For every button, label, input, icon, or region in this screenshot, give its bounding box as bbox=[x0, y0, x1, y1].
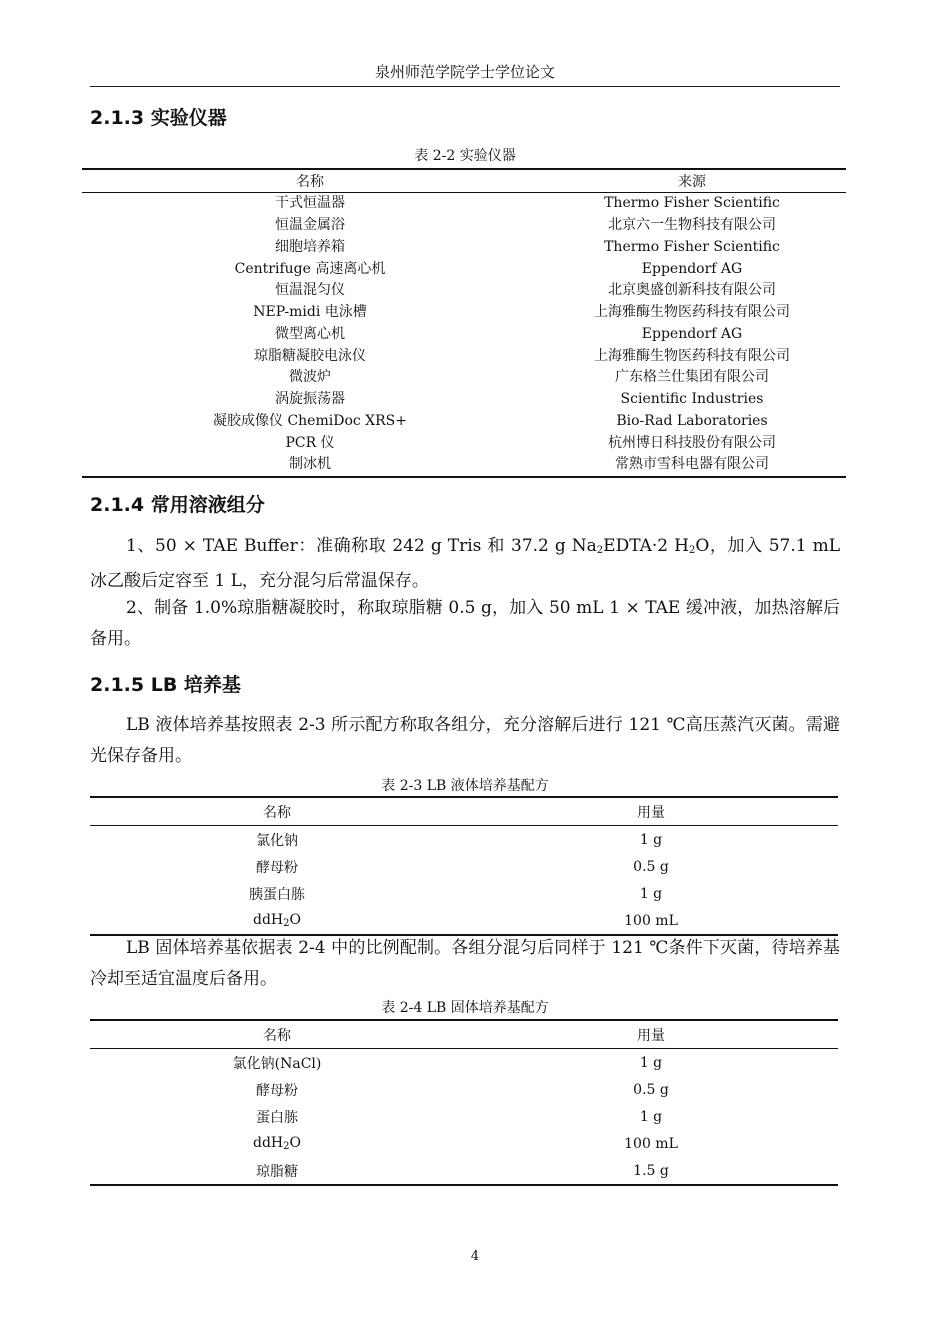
page-number: 4 bbox=[470, 1249, 480, 1264]
column-header-amount: 用量 bbox=[464, 797, 838, 826]
component-name: 琼脂糖 bbox=[256, 1163, 298, 1180]
instrument-name: 恒温金属浴 bbox=[275, 217, 345, 234]
text: O bbox=[289, 912, 301, 928]
table-header-row bbox=[90, 797, 838, 826]
instrument-name: 干式恒温器 bbox=[275, 195, 345, 212]
table-header-row bbox=[90, 1020, 838, 1049]
paragraph-text: O，加入 57.1 mL 冰乙酸后定容至 1 L，充分混匀后常温保存。 bbox=[90, 536, 840, 591]
table-header-row bbox=[82, 169, 846, 193]
subscript: 2 bbox=[283, 1141, 290, 1152]
instrument-name: Centrifuge 高速离心机 bbox=[234, 260, 386, 277]
instrument-source: Eppendorf AG bbox=[641, 325, 743, 342]
component-name: 氯化钠(NaCl) bbox=[232, 1055, 322, 1072]
subscript: 2 bbox=[688, 545, 696, 556]
subscript: 2 bbox=[596, 545, 604, 556]
table-row bbox=[82, 367, 846, 389]
text: ddH bbox=[253, 1135, 284, 1151]
component-amount: 1 g bbox=[639, 885, 663, 902]
instrument-source: 北京六一生物科技有限公司 bbox=[608, 217, 776, 234]
table-row bbox=[90, 853, 838, 880]
table-row bbox=[82, 280, 846, 302]
text: O bbox=[289, 1135, 301, 1151]
component-amount: 100 mL bbox=[624, 912, 678, 929]
instrument-source: Thermo Fisher Scientific bbox=[604, 238, 780, 255]
paragraph-text: 1、50 × TAE Buffer：准确称取 242 g Tris 和 37.2 g Na bbox=[126, 536, 597, 556]
instrument-source: 常熟市雪科电器有限公司 bbox=[615, 456, 769, 473]
instrument-source: 上海雅酶生物医药科技有限公司 bbox=[594, 347, 790, 364]
instrument-name: 制冰机 bbox=[289, 456, 331, 473]
table-row bbox=[82, 302, 846, 324]
paragraph-tae-buffer bbox=[90, 531, 840, 597]
heading-2-1-3: 2.1.3 实验仪器 bbox=[90, 107, 227, 129]
paragraph-agarose-gel: 2、制备 1.0%琼脂糖凝胶时，称取琼脂糖 0.5 g，加入 50 mL 1 × TAE 缓冲液，加热溶解后备用。 bbox=[90, 598, 840, 649]
subscript: 2 bbox=[283, 918, 290, 929]
table-row bbox=[90, 880, 838, 907]
instrument-name: 细胞培养箱 bbox=[275, 238, 345, 255]
instrument-source: 杭州博日科技股份有限公司 bbox=[608, 434, 776, 451]
instrument-name: NEP-midi 电泳槽 bbox=[253, 304, 367, 321]
instrument-source: 北京奥盛创新科技有限公司 bbox=[608, 282, 776, 299]
instrument-source: Scientific Industries bbox=[620, 391, 764, 408]
table-row bbox=[90, 1076, 838, 1103]
lb-solid-table bbox=[90, 1019, 838, 1186]
table-row bbox=[90, 1103, 838, 1130]
component-amount: 1 g bbox=[639, 1108, 663, 1125]
column-header-name: 名称 bbox=[82, 169, 538, 193]
table-row bbox=[82, 345, 846, 367]
table-row bbox=[90, 1049, 838, 1077]
instrument-name: 微型离心机 bbox=[275, 325, 345, 342]
running-header: 泉州师范学院学士学位论文 bbox=[90, 60, 840, 87]
component-amount: 0.5 g bbox=[633, 858, 669, 875]
table-row bbox=[90, 826, 838, 854]
component-amount: 0.5 g bbox=[633, 1081, 669, 1098]
table-row bbox=[90, 1130, 838, 1157]
instrument-source: Thermo Fisher Scientific bbox=[604, 195, 780, 212]
instrument-name: 涡旋振荡器 bbox=[275, 391, 345, 408]
table-row bbox=[82, 432, 846, 454]
table-row bbox=[82, 215, 846, 237]
table-row bbox=[82, 389, 846, 411]
table-row bbox=[82, 193, 846, 215]
column-header-name: 名称 bbox=[90, 797, 464, 826]
component-amount: 1.5 g bbox=[633, 1162, 669, 1179]
column-header-source: 来源 bbox=[538, 169, 846, 193]
column-header-amount: 用量 bbox=[464, 1020, 838, 1049]
paragraph-lb-liquid: LB 液体培养基按照表 2-3 所示配方称取各组分，充分溶解后进行 121 ℃高压蒸汽灭菌。需避光保存备用。 bbox=[90, 715, 840, 766]
component-name: 氯化钠 bbox=[256, 832, 298, 849]
table-2-2-caption: 表 2-2 实验仪器 bbox=[414, 148, 516, 164]
instrument-name: 微波炉 bbox=[289, 369, 331, 386]
table-2-3-caption: 表 2-3 LB 液体培养基配方 bbox=[381, 778, 549, 794]
component-name: 胰蛋白胨 bbox=[249, 886, 305, 903]
instrument-table bbox=[82, 168, 846, 478]
instrument-name: PCR 仪 bbox=[285, 434, 335, 451]
table-row bbox=[90, 1157, 838, 1185]
instrument-source: Eppendorf AG bbox=[641, 260, 743, 277]
column-header-name: 名称 bbox=[90, 1020, 464, 1049]
component-name bbox=[90, 907, 464, 935]
table-row bbox=[82, 237, 846, 259]
component-name: 酵母粉 bbox=[256, 859, 298, 876]
table-2-4-caption: 表 2-4 LB 固体培养基配方 bbox=[381, 1000, 549, 1016]
lb-liquid-table bbox=[90, 796, 838, 936]
table-row bbox=[82, 324, 846, 346]
component-name: 蛋白胨 bbox=[256, 1109, 298, 1126]
table-row bbox=[82, 258, 846, 280]
instrument-name: 恒温混匀仪 bbox=[275, 282, 345, 299]
component-name bbox=[90, 1130, 464, 1157]
table-row bbox=[90, 907, 838, 935]
instrument-source: 广东格兰仕集团有限公司 bbox=[615, 369, 769, 386]
instrument-name: 凝胶成像仪 ChemiDoc XRS+ bbox=[213, 412, 407, 429]
instrument-name: 琼脂糖凝胶电泳仪 bbox=[254, 347, 366, 364]
component-amount: 100 mL bbox=[624, 1135, 678, 1152]
component-amount: 1 g bbox=[639, 1054, 663, 1071]
heading-2-1-4: 2.1.4 常用溶液组分 bbox=[90, 494, 265, 516]
table-row bbox=[82, 411, 846, 433]
instrument-source: 上海雅酶生物医药科技有限公司 bbox=[594, 304, 790, 321]
paragraph-text: EDTA·2 H bbox=[603, 536, 689, 556]
component-name: 酵母粉 bbox=[256, 1082, 298, 1099]
heading-2-1-5: 2.1.5 LB 培养基 bbox=[90, 674, 241, 696]
text: ddH bbox=[253, 912, 284, 928]
component-amount: 1 g bbox=[639, 831, 663, 848]
table-row bbox=[82, 454, 846, 477]
paragraph-lb-solid: LB 固体培养基依据表 2-4 中的比例配制。各组分混匀后同样于 121 ℃条件下灭菌，待培养基冷却至适宜温度后备用。 bbox=[90, 938, 840, 989]
instrument-source: Bio-Rad Laboratories bbox=[616, 412, 768, 429]
